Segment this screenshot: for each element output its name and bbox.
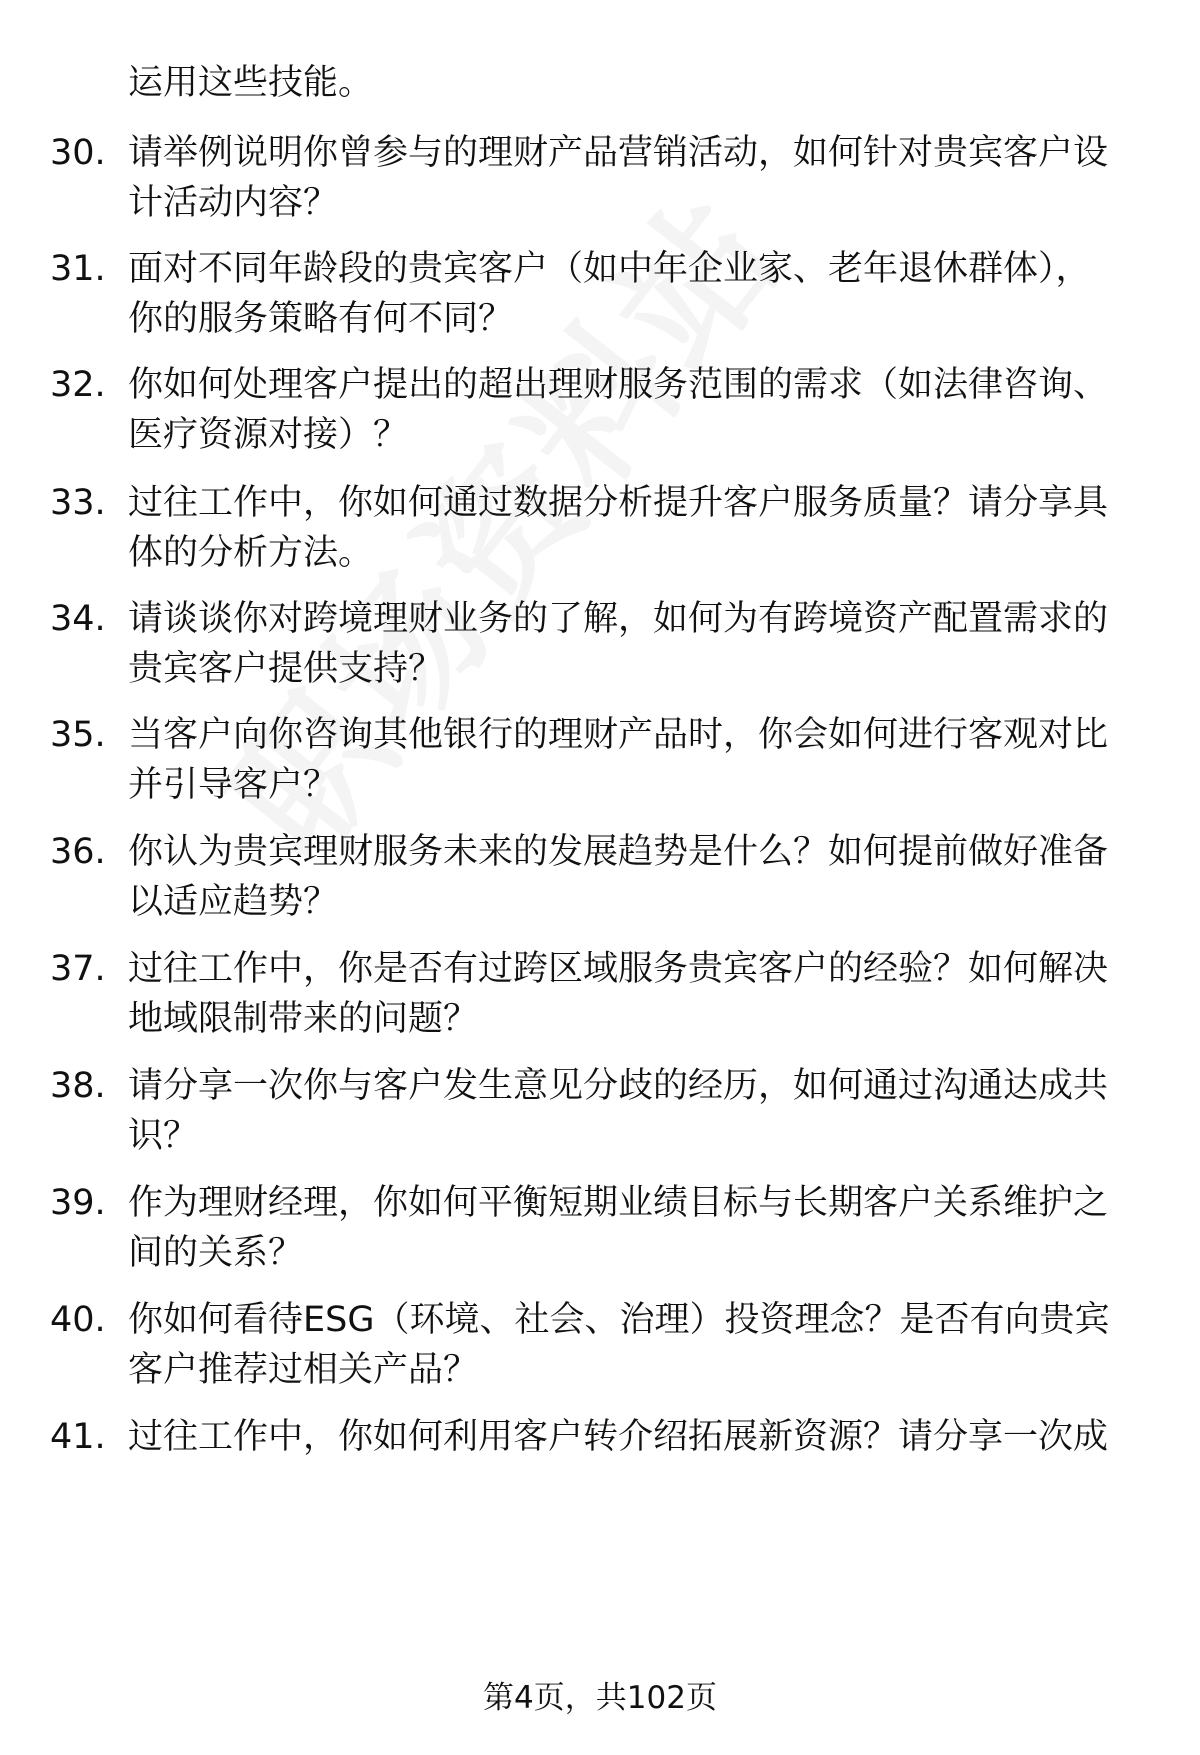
page-footer: 第4页，共102页	[483, 1680, 717, 1716]
question-text-line: 间的关系？	[128, 1233, 304, 1273]
question-number: 37.	[50, 949, 106, 989]
question-number: 30.	[50, 133, 106, 173]
question-text-line: 计活动内容？	[128, 183, 339, 223]
question-text-line: 作为理财经理，你如何平衡短期业绩目标与长期客户关系维护之	[128, 1183, 1109, 1223]
question-text-line: 体的分析方法。	[128, 533, 374, 573]
question-number: 35.	[50, 715, 106, 755]
question-text-line: 医疗资源对接）？	[128, 415, 409, 455]
question-text-line: 过往工作中，你如何利用客户转介绍拓展新资源？请分享一次成	[128, 1417, 1109, 1457]
question-number: 33.	[50, 483, 106, 523]
question-number: 40.	[50, 1300, 106, 1340]
question-text-line: 识？	[128, 1116, 199, 1156]
question-text-line: 贵宾客户提供支持？	[128, 649, 444, 689]
question-text-line: 当客户向你咨询其他银行的理财产品时，你会如何进行客观对比	[128, 715, 1109, 755]
question-number: 41.	[50, 1417, 106, 1457]
question-number: 36.	[50, 832, 106, 872]
question-text-line: 你如何处理客户提出的超出理财服务范围的需求（如法律咨询、	[128, 365, 1109, 405]
question-text-line: 以适应趋势？	[128, 882, 339, 922]
question-number: 34.	[50, 599, 106, 639]
question-text-line: 地域限制带来的问题？	[128, 999, 479, 1039]
question-text-line: 并引导客户？	[128, 765, 339, 805]
question-text-line: 面对不同年龄段的贵宾客户（如中年企业家、老年退休群体），	[128, 249, 1091, 289]
question-number: 39.	[50, 1183, 106, 1223]
question-number: 32.	[50, 365, 106, 405]
question-text-line: 过往工作中，你如何通过数据分析提升客户服务质量？请分享具	[128, 483, 1109, 523]
question-text-line: 过往工作中，你是否有过跨区域服务贵宾客户的经验？如何解决	[128, 949, 1109, 989]
question-number: 38.	[50, 1066, 106, 1106]
question-number: 31.	[50, 249, 106, 289]
question-text-line: 你认为贵宾理财服务未来的发展趋势是什么？如何提前做好准备	[128, 832, 1109, 872]
question-text-line: 客户推荐过相关产品？	[128, 1350, 479, 1390]
question-text-line: 你的服务策略有何不同？	[128, 299, 514, 339]
question-text-line: 请谈谈你对跨境理财业务的了解，如何为有跨境资产配置需求的	[128, 599, 1109, 639]
question-text-line: 你如何看待ESG（环境、社会、治理）投资理念？是否有向贵宾	[128, 1300, 1110, 1340]
question-text-line: 请举例说明你曾参与的理财产品营销活动，如何针对贵宾客户设	[128, 133, 1109, 173]
question-text-line: 请分享一次你与客户发生意见分歧的经历，如何通过沟通达成共	[128, 1066, 1109, 1106]
intro-continuation-line: 运用这些技能。	[128, 63, 374, 103]
